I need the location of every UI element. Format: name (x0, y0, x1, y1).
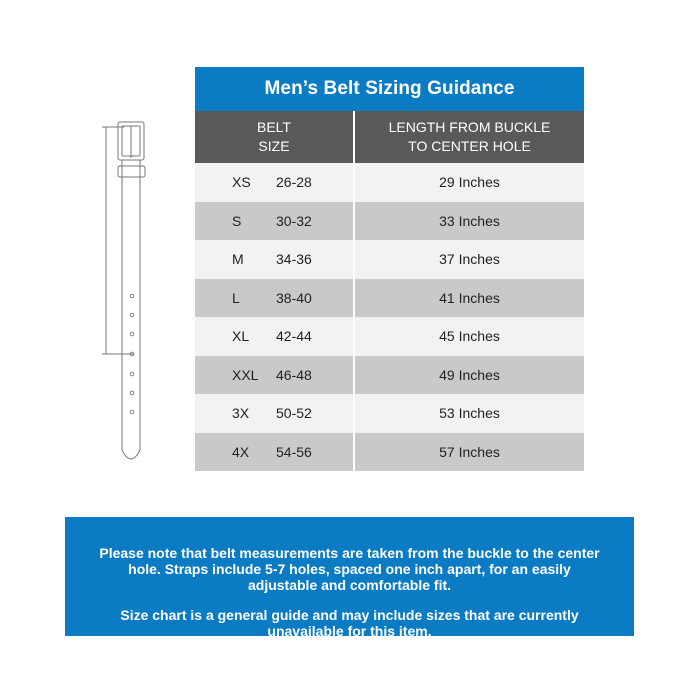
sizing-notes (65, 517, 634, 639)
table-row (195, 394, 584, 433)
waist-range: 26-28 (276, 174, 312, 191)
size-label: XXL (232, 366, 259, 383)
table-row (195, 163, 584, 202)
header-length-line2: TO CENTER HOLE (408, 138, 531, 154)
belt-icon (100, 118, 160, 478)
size-label: XS (232, 174, 251, 191)
length-cell: 45 Inches (353, 317, 584, 356)
table-header (195, 111, 584, 163)
waist-range: 46-48 (276, 366, 312, 383)
waist-range: 42-44 (276, 328, 312, 345)
waist-range: 34-36 (276, 251, 312, 268)
header-belt-size (195, 111, 353, 163)
length-cell: 49 Inches (353, 356, 584, 395)
availability-note: Size chart is a general guide and may include sizes that are currently unavailable for this item. (120, 607, 579, 639)
table-row (195, 356, 584, 395)
size-cell (195, 202, 353, 241)
length-cell: 53 Inches (353, 394, 584, 433)
size-cell (195, 240, 353, 279)
table-row (195, 279, 584, 318)
table-row (195, 202, 584, 241)
size-label: L (232, 289, 240, 306)
table-row (195, 433, 584, 472)
measurement-note: Please note that belt measurements are taken from the buckle to the center hole. Straps include 5-7 holes, spaced one inch apart, for an easily adjustable and comfortable fit. (99, 545, 600, 593)
header-belt-size-line2: SIZE (258, 138, 290, 154)
size-cell (195, 356, 353, 395)
size-label: XL (232, 328, 250, 345)
header-belt-size-line1: BELT (257, 119, 291, 135)
size-label: M (232, 251, 244, 268)
belt-sizing-table (195, 67, 584, 473)
size-cell (195, 279, 353, 318)
size-cell (195, 394, 353, 433)
size-label: S (232, 212, 242, 229)
length-cell: 41 Inches (353, 279, 584, 318)
size-cell (195, 317, 353, 356)
waist-range: 50-52 (276, 405, 312, 422)
waist-range: 54-56 (276, 443, 312, 460)
size-cell (195, 433, 353, 472)
table-row (195, 317, 584, 356)
waist-range: 38-40 (276, 289, 312, 306)
length-cell: 57 Inches (353, 433, 584, 472)
size-cell (195, 163, 353, 202)
chart-title: Men’s Belt Sizing Guidance (195, 67, 584, 111)
table-row (195, 240, 584, 279)
length-cell: 33 Inches (353, 202, 584, 241)
length-cell: 29 Inches (353, 163, 584, 202)
header-length-line1: LENGTH FROM BUCKLE (388, 119, 551, 135)
waist-range: 30-32 (276, 212, 312, 229)
header-length (353, 111, 584, 163)
size-label: 3X (232, 405, 250, 422)
length-cell: 37 Inches (353, 240, 584, 279)
size-label: 4X (232, 443, 250, 460)
